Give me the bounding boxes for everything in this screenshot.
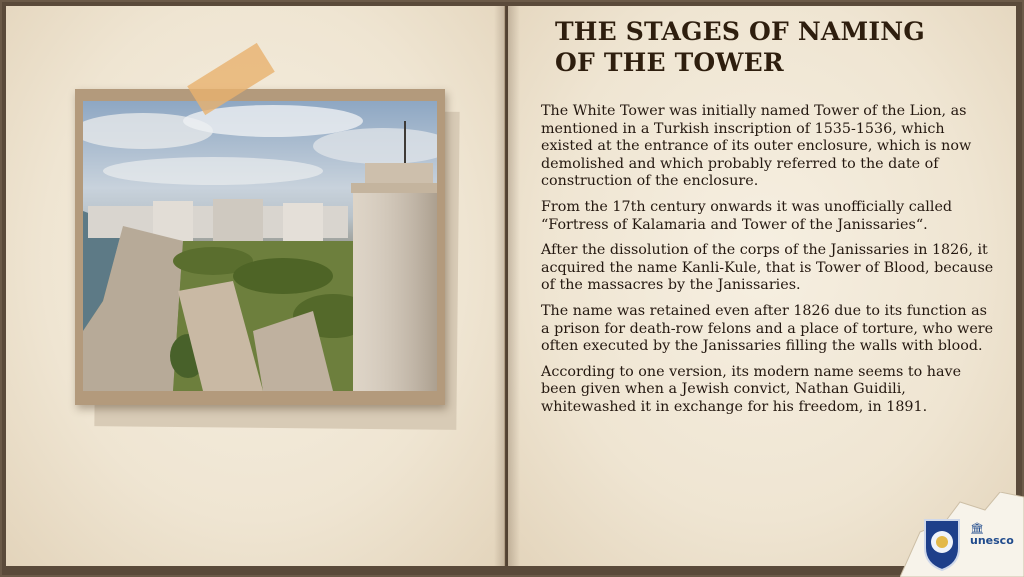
title-line-2: OF THE TOWER bbox=[555, 48, 784, 77]
unesco-logo bbox=[970, 522, 1014, 570]
paragraph-4: The name was retained even after 1826 due to its function as a prison for death-row felons and a place of torture, who were often executed by the Janissaries filling the walls with blood. bbox=[541, 302, 994, 355]
title-line-1: THE STAGES OF NAMING bbox=[555, 17, 925, 46]
book-gutter bbox=[494, 6, 520, 566]
paragraph-2: From the 17th century onwards it was unofficially called “Fortress of Kalamaria and Tower of the Janissaries“. bbox=[541, 198, 953, 233]
unesco-temple-icon: 🏛 bbox=[970, 522, 984, 535]
paragraph-1: The White Tower was initially named Tower of the Lion, as mentioned in a Turkish inscription of 1535-1536, which existed at the entrance of its outer enclosure, which is now demolished and which probably referred to the date of construction of the enclosure. bbox=[541, 103, 972, 190]
paragraph-5: According to one version, its modern name seems to have been given when a Jewish convict, Nathan Guidili, whitewashed it in exchange for his freedom, in 1891. bbox=[541, 363, 962, 415]
school-crest-logo bbox=[921, 516, 963, 572]
photo-frame bbox=[75, 89, 445, 405]
page-title bbox=[555, 16, 925, 78]
white-tower-illustration bbox=[83, 101, 437, 391]
unesco-wordmark: unesco bbox=[970, 534, 1014, 547]
paragraph-3: After the dissolution of the corps of the Janissaries in 1826, it acquired the name Kanli-Kule, that is Tower of Blood, because of the massacres by the Janissaries. bbox=[541, 242, 994, 294]
white-tower-photo bbox=[83, 101, 437, 391]
body-text bbox=[541, 103, 996, 425]
